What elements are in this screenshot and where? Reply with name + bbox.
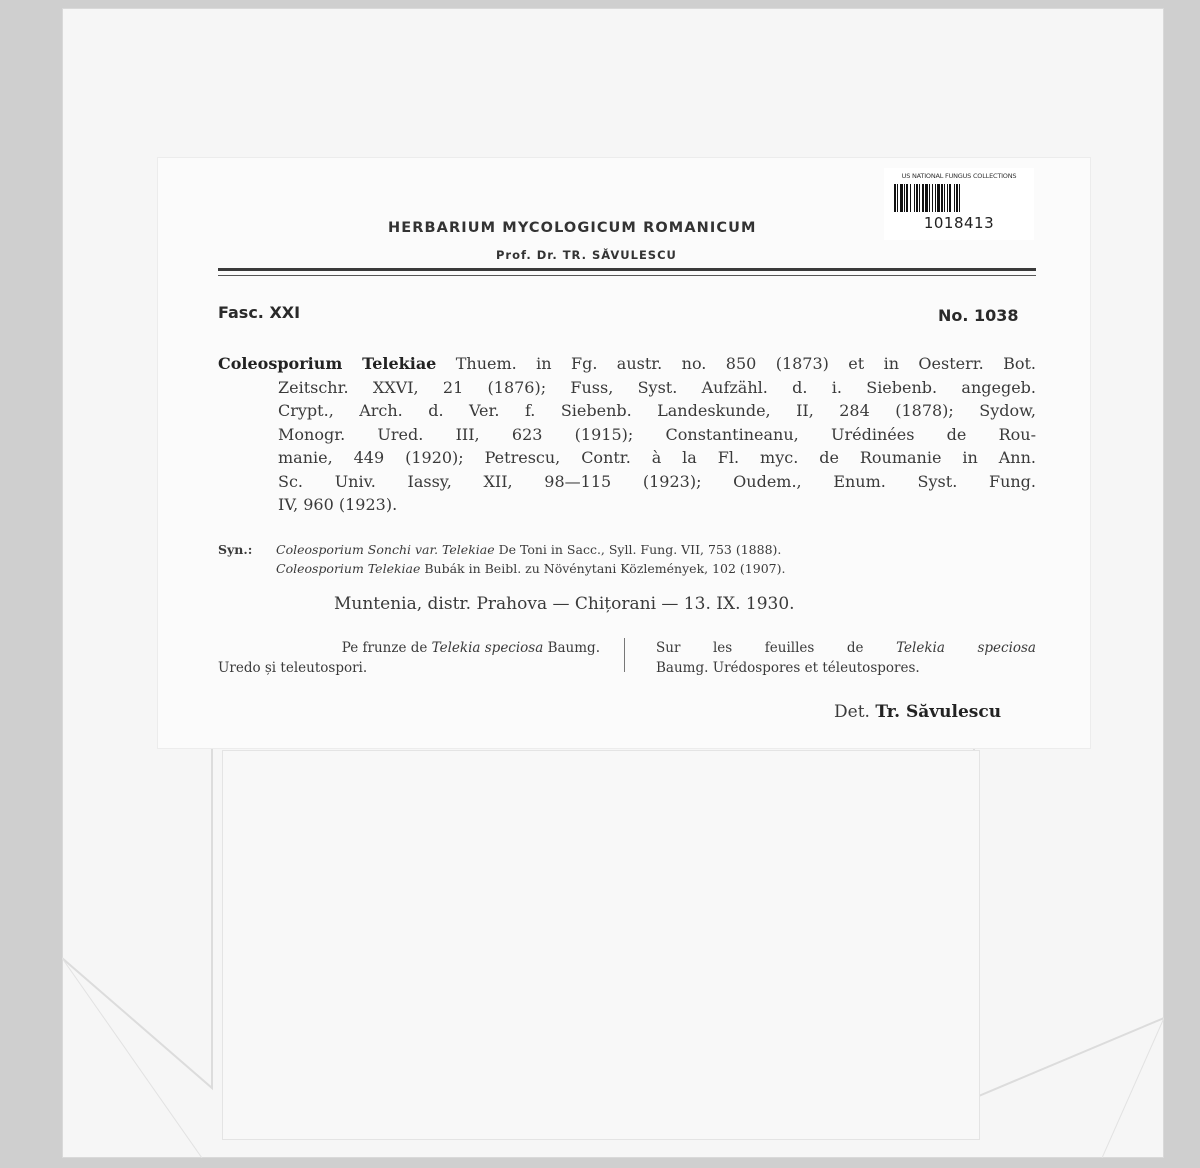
citation-line: manie, 449 (1920); Petrescu, Contr. à la Fl. myc. de Roumanie in Ann. <box>278 448 1036 467</box>
citation-block <box>218 352 1036 517</box>
synonym-row: Coleosporium Telekiae Bubák in Beibl. zu Növénytani Közlemények, 102 (1907). <box>276 561 786 576</box>
host-species: Telekia speciosa <box>431 640 544 656</box>
herbarium-title: HERBARIUM MYCOLOGICUM ROMANICUM <box>388 220 757 236</box>
citation-line: Crypt., Arch. d. Ver. f. Siebenb. Landeskunde, II, 284 (1878); Sydow, <box>278 401 1036 420</box>
barcode-label <box>884 168 1034 240</box>
species-name: Coleosporium Telekiae <box>218 354 437 373</box>
determiner-name: Tr. Săvulescu <box>875 702 1002 722</box>
collection-locality: Muntenia, distr. Prahova — Chițorani — 13. IX. 1930. <box>334 594 795 614</box>
host-french: Sur les feuilles de Telekia speciosa Baumg. Urédospores et téleutospores. <box>656 640 1036 676</box>
citation-line: Coleosporium Telekiae Thuem. in Fg. austr. no. 850 (1873) et in Oesterr. Bot. <box>218 354 1037 373</box>
herbarium-subtitle: Prof. Dr. TR. SĂVULESCU <box>496 248 677 262</box>
barcode-number: 1018413 <box>923 214 995 232</box>
barcode-caption: US NATIONAL FUNGUS COLLECTIONS <box>901 172 1017 180</box>
specimen-number: No. 1038 <box>938 306 1019 325</box>
fascicle-number: Fasc. XXI <box>218 303 301 322</box>
citation-line: Sc. Univ. Iassy, XII, 98—115 (1923); Oudem., Enum. Syst. Fung. <box>278 471 1036 491</box>
host-species: Telekia speciosa <box>896 640 1036 656</box>
synonym-name: Coleosporium Sonchi var. Telekiae <box>276 542 495 557</box>
citation-line: IV, 960 (1923). <box>278 495 398 514</box>
barcode-icon <box>894 184 1024 212</box>
synonyms-block <box>218 540 1036 578</box>
determiner: Det. Tr. Săvulescu <box>834 702 1002 722</box>
header-rule <box>218 268 1036 271</box>
synonym-row: Syn.: Coleosporium Sonchi var. Telekiae De Toni in Sacc., Syll. Fung. VII, 753 (1888). <box>218 542 782 557</box>
citation-line: Monogr. Ured. III, 623 (1915); Constantineanu, Urédinées de Rou- <box>278 424 1036 444</box>
packet-inner-panel <box>222 750 980 1140</box>
synonym-name: Coleosporium Telekiae <box>276 561 421 576</box>
citation-line: Zeitschr. XXVI, 21 (1876); Fuss, Syst. Aufzähl. d. i. Siebenb. angegeb. <box>278 377 1036 397</box>
header-rule-thin <box>218 275 1036 276</box>
column-divider <box>624 638 625 672</box>
host-romanian: Pe frunze de Telekia speciosa Baumg. Uredo și teleutospori. <box>218 640 600 676</box>
synonym-label: Syn.: <box>218 542 253 557</box>
